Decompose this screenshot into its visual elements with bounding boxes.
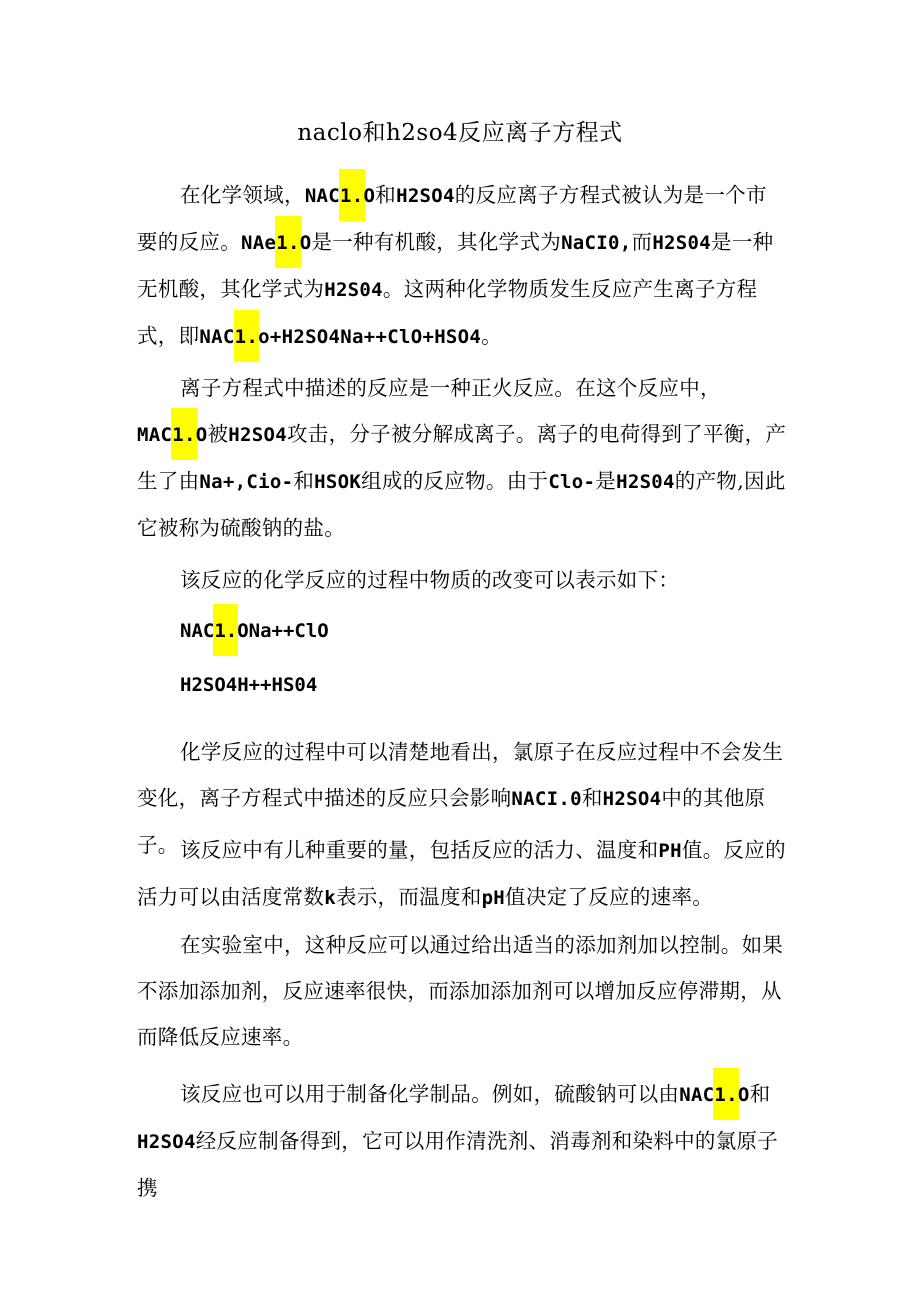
formula-ionic-equation — [199, 326, 481, 348]
formula-part: NAC — [679, 1084, 715, 1106]
paragraph-intro — [137, 172, 787, 360]
highlighted-text: 1. — [172, 424, 196, 446]
formula-hsok: HSOK — [314, 471, 362, 493]
formula-naeo — [241, 232, 311, 254]
text-run: 该反应也可以用于制备化学制品。例如，硫酸钠可以由 — [180, 1082, 680, 1106]
text-run: 表示，而温度和 — [335, 885, 482, 909]
formula-part: ONa++ClO — [237, 620, 329, 642]
highlighted-text: 1. — [234, 326, 259, 348]
text-run: 值。反应的活力可以由活度常数 — [137, 838, 786, 909]
text-run: 化学反应的过程中可以清楚地看出，氯原子在反应过程中不会发生变化，离子方程式中描述的反应只会影响 — [137, 740, 784, 810]
formula-naclo — [305, 185, 375, 207]
text-run: 是一种有机酸，其化学式为 — [311, 230, 562, 254]
text-run: 该反应中有儿种重要的量，包括反应的活力、温度和 — [180, 838, 659, 862]
formula-part: NAC — [304, 185, 341, 207]
formula-h2so4: H2SO4 — [228, 424, 287, 446]
formula-h2so4: H2SO4 — [602, 788, 662, 810]
paragraph-preparation — [137, 1071, 787, 1211]
text-run: 离子方程式中描述的反应是一种正火反应。在这个反应中， — [180, 376, 721, 400]
text-run: 和 — [375, 183, 397, 207]
text-run: 经反应制备得到，它可以用作清洗剂、消毒剂和染料中的氯原子携 — [137, 1129, 779, 1200]
page-title: naclo和h2so4反应离子方程式 — [297, 120, 623, 146]
text-run: 在化学领域， — [180, 183, 305, 207]
text-run: 和 — [581, 786, 603, 810]
text-run: 的反应离子方程式被认为是一个市要的反应。 — [137, 183, 767, 254]
formula-part: O — [195, 424, 208, 446]
formula-maclo — [137, 424, 207, 446]
formula-part: NAC — [180, 620, 215, 642]
formula-h2so4: H2SO4 — [137, 1131, 196, 1153]
text-run: 和 — [293, 469, 315, 493]
paragraph-reaction — [137, 365, 787, 551]
symbol-ph: PH — [658, 840, 682, 862]
text-run: 。 — [481, 324, 502, 348]
formula-naci0: NACI.0 — [511, 788, 582, 810]
formula-h2so4: H2SO4 — [396, 185, 455, 207]
highlighted-text: 1. — [714, 1084, 738, 1106]
formula-part: MAC — [137, 424, 173, 446]
formula-ions: Na+,Cio- — [199, 471, 294, 493]
formula-naclo — [679, 1084, 749, 1106]
formula-clo: Clo- — [548, 471, 596, 493]
symbol-k: k — [324, 887, 336, 909]
paragraph-process: 该反应的化学反应的过程中物质的改变可以表示如下： — [180, 568, 680, 592]
formula-part: NAC — [199, 326, 235, 348]
equation-h2so4: H2SO4H++HS04 — [180, 674, 318, 696]
text-run: 值决定了反应的速率。 — [505, 885, 714, 909]
paragraph-laboratory: 在实验室中，这种反应可以通过给出适当的添加剂加以控制。如果不添加添加剂，反应速率很快，而添加添加剂可以增加反应停滞期，从而降低反应速率。 — [137, 933, 784, 1049]
equation-naclo — [180, 620, 329, 642]
text-run: 中的其他原子。 — [137, 786, 766, 857]
text-run: 的产物,因此它被称为硫酸钠的盐。 — [137, 469, 786, 540]
text-run: 而 — [631, 230, 653, 254]
text-run: 是 — [595, 469, 617, 493]
formula-h2s04: H2S04 — [324, 279, 383, 301]
highlighted-text: 1. — [214, 620, 238, 642]
formula-h2s04: H2S04 — [616, 471, 675, 493]
text-run: 攻击，分子被分解成离子。离子的电荷得到了平衡，产生了由 — [137, 422, 787, 493]
formula-h2s04: H2S04 — [652, 232, 712, 254]
highlighted-text: 1. — [276, 232, 300, 254]
formula-part: O — [737, 1084, 750, 1106]
formula-part: O — [363, 185, 376, 207]
text-run: 是一种无机酸，其化学式为 — [137, 230, 774, 301]
formula-naci0: NaCI0, — [561, 232, 632, 254]
text-run: 组成的反应物。由于 — [361, 469, 549, 493]
paragraph-quantities — [137, 827, 787, 921]
text-run: 被 — [207, 422, 229, 446]
formula-part: NAe — [241, 232, 277, 254]
formula-part: O — [299, 232, 312, 254]
symbol-ph: pH — [481, 887, 506, 909]
text-run: 和 — [749, 1082, 771, 1106]
formula-part: o+H2SO4Na++ClO+HSO4 — [258, 326, 482, 348]
highlighted-text: 1. — [340, 185, 364, 207]
text-run: 。这两种化学物质发生反应产生离子方程式，即 — [137, 277, 758, 348]
